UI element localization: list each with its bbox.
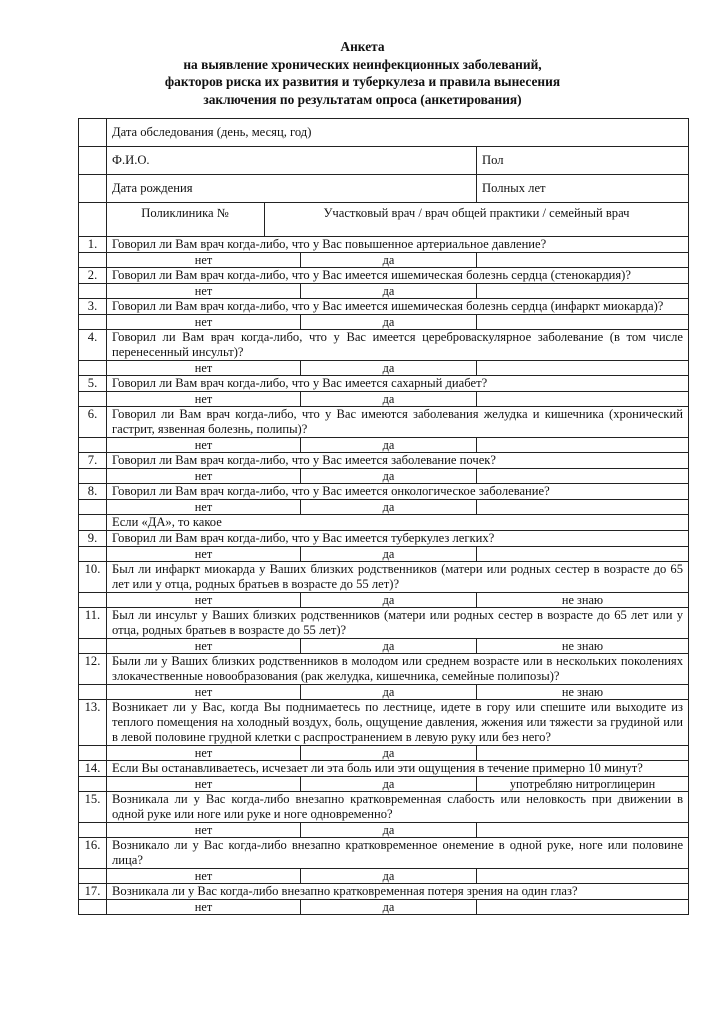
answer-yes[interactable]: да	[301, 469, 477, 484]
answer-yes[interactable]: да	[301, 746, 477, 761]
answer-dont-know[interactable]: не знаю	[477, 639, 689, 654]
answer-yes[interactable]: да	[301, 500, 477, 515]
answer-dont-know[interactable]: не знаю	[477, 593, 689, 608]
question-text: Говорил ли Вам врач когда-либо, что у Вас имеется цереброваскулярное заболевание (в том числе перенесенный инсульт)?	[107, 330, 689, 361]
question-text: Был ли инсульт у Ваших близких родственников (матери или родных сестер в возрасте до 65 лет или у отца, родных братьев в возрасте до 55 лет)?	[107, 608, 689, 639]
birth-date-field[interactable]: Дата рождения	[107, 175, 477, 203]
question-row: 1. Говорил ли Вам врач когда-либо, что у Вас повышенное артериальное давление?	[79, 237, 689, 253]
answer-yes[interactable]: да	[301, 593, 477, 608]
question-text: Были ли у Ваших близких родственников в молодом или среднем возрасте или в нескольких поколениях злокачественные новообразования (рак желудка, кишечника, семейные полипозы)?	[107, 654, 689, 685]
question-text: Говорил ли Вам врач когда-либо, что у Вас имеются заболевания желудка и кишечника (хронический гастрит, язвенная болезнь, полипы)?	[107, 407, 689, 438]
answer-yes[interactable]: да	[301, 392, 477, 407]
exam-date-field[interactable]: Дата обследования (день, месяц, год)	[107, 119, 689, 147]
title-line-3: факторов риска их развития и туберкулеза и правила вынесения	[164, 74, 561, 89]
question-row: 13. Возникает ли у Вас, когда Вы поднимаетесь по лестнице, идете в гору или спешите или выходите из теплого помещения на холодный воздух, боль, ощущение давления, жжения или тяжести за грудиной или в левой половине грудной клетки с распространением в левую руку или без него?	[79, 700, 689, 746]
question-row: 4. Говорил ли Вам врач когда-либо, что у Вас имеется цереброваскулярное заболевание (в том числе перенесенный инсульт)?	[79, 330, 689, 361]
followup-row	[79, 515, 689, 531]
document-title	[0, 38, 725, 108]
title-line-1: Анкета	[340, 39, 385, 54]
answer-no[interactable]: нет	[107, 315, 301, 330]
question-row: 3. Говорил ли Вам врач когда-либо, что у Вас имеется ишемическая болезнь сердца (инфаркт миокарда)?	[79, 299, 689, 315]
fio-field[interactable]: Ф.И.О.	[107, 147, 477, 175]
exam-date-row	[79, 119, 689, 147]
question-text: Говорил ли Вам врач когда-либо, что у Вас имеется ишемическая болезнь сердца (стенокардия)?	[107, 268, 689, 284]
questionnaire-table	[78, 118, 689, 915]
clinic-field[interactable]: Поликлиника №	[107, 203, 265, 236]
answer-row	[79, 284, 689, 299]
answer-no[interactable]: нет	[107, 469, 301, 484]
answer-no[interactable]: нет	[107, 639, 301, 654]
answer-row	[79, 392, 689, 407]
answer-no[interactable]: нет	[107, 823, 301, 838]
answer-row	[79, 900, 689, 915]
answer-row	[79, 361, 689, 376]
answer-row	[79, 315, 689, 330]
title-line-4: заключения по результатам опроса (анкетирования)	[203, 91, 522, 107]
question-row: 12. Были ли у Ваших близких родственников в молодом или среднем возрасте или в нескольких поколениях злокачественные новообразования (рак желудка, кишечника, семейные полипозы)?	[79, 654, 689, 685]
answer-yes[interactable]: да	[301, 639, 477, 654]
answer-no[interactable]: нет	[107, 746, 301, 761]
answer-row	[79, 547, 689, 562]
answer-yes[interactable]: да	[301, 315, 477, 330]
answer-no[interactable]: нет	[107, 900, 301, 915]
sex-field[interactable]: Пол	[477, 147, 689, 175]
answer-row	[79, 823, 689, 838]
answer-row	[79, 593, 689, 608]
question-text: Если Вы останавливаетесь, исчезает ли эта боль или эти ощущения в течение примерно 10 минут?	[107, 761, 689, 777]
answer-no[interactable]: нет	[107, 438, 301, 453]
question-text: Говорил ли Вам врач когда-либо, что у Вас имеется заболевание почек?	[107, 453, 689, 469]
answer-no[interactable]: нет	[107, 284, 301, 299]
answer-row	[79, 746, 689, 761]
question-row: 14. Если Вы останавливаетесь, исчезает ли эта боль или эти ощущения в течение примерно 10 минут?	[79, 761, 689, 777]
doctor-field[interactable]: Участковый врач / врач общей практики / семейный врач	[323, 206, 630, 220]
answer-no[interactable]: нет	[107, 361, 301, 376]
answer-yes[interactable]: да	[301, 685, 477, 700]
answer-yes[interactable]: да	[301, 900, 477, 915]
title-line-2: на выявление хронических неинфекционных заболеваний,	[183, 56, 542, 72]
question-row: 2. Говорил ли Вам врач когда-либо, что у Вас имеется ишемическая болезнь сердца (стенокардия)?	[79, 268, 689, 284]
question-text: Говорил ли Вам врач когда-либо, что у Вас имеется туберкулез легких?	[107, 531, 689, 547]
answer-row	[79, 253, 689, 268]
fio-row	[79, 147, 689, 175]
answer-no[interactable]: нет	[107, 253, 301, 268]
full-years-field[interactable]: Полных лет	[477, 175, 689, 203]
question-row: 9. Говорил ли Вам врач когда-либо, что у Вас имеется туберкулез легких?	[79, 531, 689, 547]
answer-row	[79, 777, 689, 792]
question-text: Возникало ли у Вас когда-либо внезапно кратковременное онемение в одной руке, ноге или половине лица?	[107, 838, 689, 869]
question-text: Говорил ли Вам врач когда-либо, что у Вас имеется ишемическая болезнь сердца (инфаркт миокарда)?	[107, 299, 689, 315]
question-row: 8. Говорил ли Вам врач когда-либо, что у Вас имеется онкологическое заболевание?	[79, 484, 689, 500]
answer-no[interactable]: нет	[107, 500, 301, 515]
answer-yes[interactable]: да	[301, 284, 477, 299]
answer-no[interactable]: нет	[107, 869, 301, 884]
answer-nitroglycerin[interactable]: употребляю нитроглицерин	[477, 777, 689, 792]
question-text: Был ли инфаркт миокарда у Ваших близких родственников (матери или родных сестер в возрасте до 65 лет или у отца, родных братьев в возрасте до 55 лет)?	[107, 562, 689, 593]
question-text: Возникала ли у Вас когда-либо внезапно кратковременная потеря зрения на один глаз?	[107, 884, 689, 900]
answer-no[interactable]: нет	[107, 547, 301, 562]
answer-row	[79, 869, 689, 884]
answer-no[interactable]: нет	[107, 685, 301, 700]
question-text: Говорил ли Вам врач когда-либо, что у Вас повышенное артериальное давление?	[107, 237, 689, 253]
birth-row	[79, 175, 689, 203]
question-text: Возникает ли у Вас, когда Вы поднимаетесь по лестнице, идете в гору или спешите или выходите из теплого помещения на холодный воздух, боль, ощущение давления, жжения или тяжести за грудиной или в левой половине грудной клетки с распространением в левую руку или без него?	[107, 700, 689, 746]
answer-dont-know[interactable]: не знаю	[477, 685, 689, 700]
answer-no[interactable]: нет	[107, 593, 301, 608]
question-text: Говорил ли Вам врач когда-либо, что у Вас имеется сахарный диабет?	[107, 376, 689, 392]
question-row: 17. Возникала ли у Вас когда-либо внезапно кратковременная потеря зрения на один глаз?	[79, 884, 689, 900]
answer-yes[interactable]: да	[301, 253, 477, 268]
answer-yes[interactable]: да	[301, 361, 477, 376]
answer-yes[interactable]: да	[301, 777, 477, 792]
answer-row	[79, 469, 689, 484]
question-row: 6. Говорил ли Вам врач когда-либо, что у Вас имеются заболевания желудка и кишечника (хронический гастрит, язвенная болезнь, полипы)?	[79, 407, 689, 438]
answer-yes[interactable]: да	[301, 547, 477, 562]
question-row: 11. Был ли инсульт у Ваших близких родственников (матери или родных сестер в возрасте до 65 лет или у отца, родных братьев в возрасте до 55 лет)?	[79, 608, 689, 639]
answer-no[interactable]: нет	[107, 392, 301, 407]
answer-yes[interactable]: да	[301, 438, 477, 453]
answer-row	[79, 685, 689, 700]
question-row: 10. Был ли инфаркт миокарда у Ваших близких родственников (матери или родных сестер в возрасте до 65 лет или у отца, родных братьев в возрасте до 55 лет)?	[79, 562, 689, 593]
question-text: Возникала ли у Вас когда-либо внезапно кратковременная слабость или неловкость при движении в одной руке или ноге или руке и ноге одновременно?	[107, 792, 689, 823]
clinic-row	[79, 203, 689, 237]
answer-yes[interactable]: да	[301, 823, 477, 838]
answer-row	[79, 438, 689, 453]
question-row: 5. Говорил ли Вам врач когда-либо, что у Вас имеется сахарный диабет?	[79, 376, 689, 392]
question-row: 7. Говорил ли Вам врач когда-либо, что у Вас имеется заболевание почек?	[79, 453, 689, 469]
followup-field[interactable]: Если «ДА», то какое	[107, 515, 689, 531]
answer-yes[interactable]: да	[301, 869, 477, 884]
question-row: 15. Возникала ли у Вас когда-либо внезапно кратковременная слабость или неловкость при движении в одной руке или ноге или руке и ноге одновременно?	[79, 792, 689, 823]
answer-row	[79, 500, 689, 515]
question-row: 16. Возникало ли у Вас когда-либо внезапно кратковременное онемение в одной руке, ноге или половине лица?	[79, 838, 689, 869]
answer-no[interactable]: нет	[107, 777, 301, 792]
question-text: Говорил ли Вам врач когда-либо, что у Вас имеется онкологическое заболевание?	[107, 484, 689, 500]
answer-row	[79, 639, 689, 654]
